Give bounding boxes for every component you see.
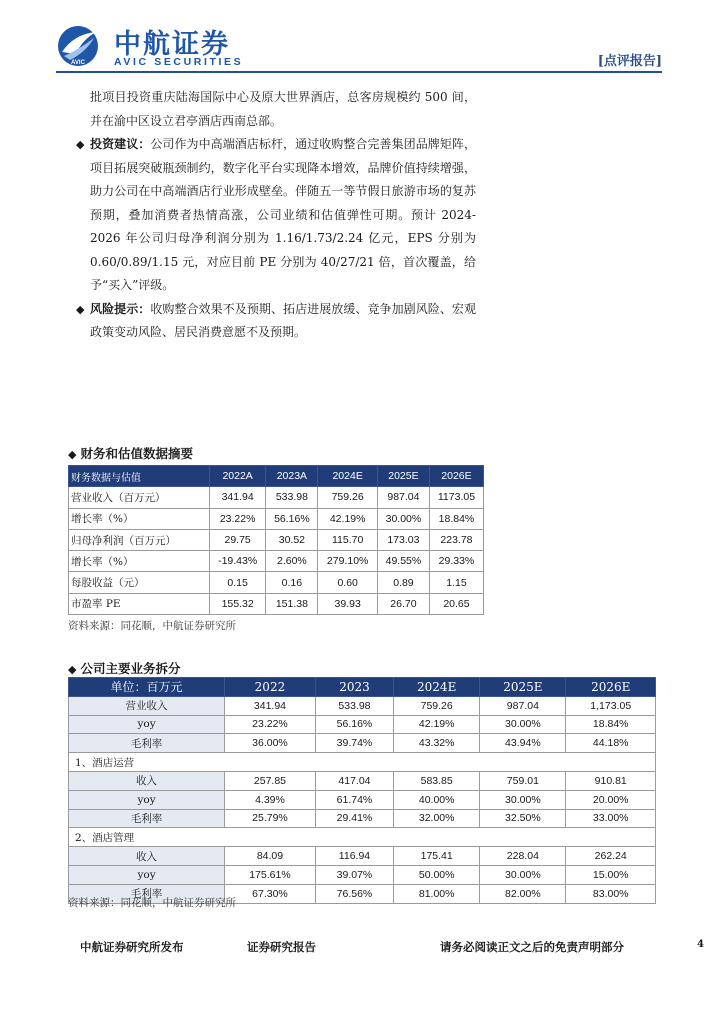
table1-title-text: 财务和估值数据摘要 [80,446,193,461]
table-cell: 81.00% [394,884,480,903]
table-cell: 32.00% [394,809,480,828]
column-header: 2023A [266,466,318,487]
row-label: 增长率（%） [69,508,210,529]
table-cell: 32.50% [480,809,566,828]
table-cell: 33.00% [566,809,656,828]
table-cell: 759.26 [394,696,480,715]
table-cell: 49.55% [377,551,429,572]
column-header: 单位：百万元 [69,678,225,697]
row-label: 归母净利润（百万元） [69,529,210,550]
page-header [56,22,662,72]
table-row [69,529,484,550]
table-row [69,809,656,828]
table-cell: 279.10% [318,551,378,572]
table-cell: 56.16% [266,508,318,529]
footer-report-type: 证券研究报告 [247,940,316,954]
table-row [69,551,484,572]
table-row [69,715,656,734]
table-cell: 583.85 [394,771,480,790]
table-cell: 15.00% [566,865,656,884]
report-type-tag: [点评报告] [597,54,662,69]
table-cell: 30.00% [480,865,566,884]
table2-source: 资料来源：同花顺，中航证券研究所 [68,897,236,909]
bullet-diamond-icon: ◆ [76,138,85,151]
avic-logo-icon [56,24,100,68]
row-label: 毛利率 [69,734,225,753]
column-header: 2022 [225,678,316,697]
paragraph-project: 批项目投资重庆陆海国际中心及原大世界酒店，总客房规模约 500 间，并在渝中区设立君亭酒店西南总部。 [90,90,476,128]
paragraph-investment-advice [76,133,476,298]
table-cell: 84.09 [225,847,316,866]
table-cell: 56.16% [315,715,393,734]
table-cell: 39.93 [318,593,378,614]
row-label: 市盈率 PE [69,593,210,614]
table-row [69,847,656,866]
column-header: 财务数据与估值 [69,466,210,487]
footer-disclaimer: 请务必阅读正文之后的免责声明部分 [440,940,624,954]
table-cell: 228.04 [480,847,566,866]
table-cell: 759.01 [480,771,566,790]
row-label: yoy [69,865,225,884]
row-label: 毛利率 [69,809,225,828]
column-header: 2023 [315,678,393,697]
table-cell: 29.75 [209,529,265,550]
table-cell: 82.00% [480,884,566,903]
table-cell: 173.03 [377,529,429,550]
column-header: 2022A [209,466,265,487]
row-label: yoy [69,715,225,734]
table-cell: 417.04 [315,771,393,790]
footer-publisher: 中航证券研究所发布 [80,940,184,954]
table-cell: 151.38 [266,593,318,614]
table-cell: 39.74% [315,734,393,753]
table-cell: 1.15 [429,572,483,593]
table-cell: 83.00% [566,884,656,903]
bullet-diamond-icon: ◆ [68,448,77,461]
column-header: 2024E [318,466,378,487]
table-cell: 116.94 [315,847,393,866]
table-cell: -19.43% [209,551,265,572]
table1-source: 资料来源：同花顺，中航证券研究所 [68,620,236,632]
table-cell: 20.65 [429,593,483,614]
page-number: 4 [697,939,704,950]
table-row [69,771,656,790]
column-header: 2024E [394,678,480,697]
table-cell: 0.89 [377,572,429,593]
table-cell: 39.07% [315,865,393,884]
table-cell: 42.19% [318,508,378,529]
table2-title-text: 公司主要业务拆分 [80,661,181,676]
table-cell: 262.24 [566,847,656,866]
table-cell: 910.81 [566,771,656,790]
row-label: 收入 [69,847,225,866]
table-cell: 30.52 [266,529,318,550]
table-cell: 759.26 [318,487,378,508]
logo-chinese-name: 中航证券 [114,29,230,60]
table-row [69,790,656,809]
table1-title [68,444,193,462]
table-cell: 175.41 [394,847,480,866]
table-cell: 18.84% [566,715,656,734]
table-cell: 115.70 [318,529,378,550]
bullet-diamond-icon: ◆ [76,302,85,316]
column-header: 2025E [480,678,566,697]
row-label: yoy [69,790,225,809]
column-header: 2025E [377,466,429,487]
row-label: 营业收入（百万元） [69,487,210,508]
column-header: 2026E [566,678,656,697]
paragraph-risk [76,298,476,345]
table-cell: 257.85 [225,771,316,790]
table-cell: 987.04 [377,487,429,508]
header-divider [56,71,662,73]
column-header: 2026E [429,466,483,487]
table-cell: 76.56% [315,884,393,903]
risk-lead: 风险提示： [90,301,151,316]
table-cell: 25.79% [225,809,316,828]
table-cell: 4.39% [225,790,316,809]
table-cell: 987.04 [480,696,566,715]
row-label: 增长率（%） [69,551,210,572]
table-cell: 40.00% [394,790,480,809]
table-row [69,696,656,715]
group-label: 2、酒店管理 [69,828,656,847]
table-cell: 44.18% [566,734,656,753]
group-label: 1、酒店运营 [69,753,656,772]
table-cell: 533.98 [315,696,393,715]
row-label: 营业收入 [69,696,225,715]
table-cell: 20.00% [566,790,656,809]
row-label: 毛利率 [69,884,225,903]
table-cell: 43.32% [394,734,480,753]
table-cell: 155.32 [209,593,265,614]
table-row [69,734,656,753]
table-cell: 50.00% [394,865,480,884]
financial-summary-table [68,465,484,615]
table-cell: 26.70 [377,593,429,614]
row-label: 收入 [69,771,225,790]
table-row [69,593,484,614]
row-label: 每股收益（元） [69,572,210,593]
table-cell: 1,173.05 [566,696,656,715]
logo-english-name: AVIC SECURITIES [114,56,244,68]
table-cell: 42.19% [394,715,480,734]
table-cell: 67.30% [225,884,316,903]
table-cell: 29.41% [315,809,393,828]
table-cell: 175.61% [225,865,316,884]
company-logo [56,22,256,70]
group-row [69,828,656,847]
risk-text: 收购整合效果不及预期、拓店进展放缓、竞争加剧风险、宏观政策变动风险、居民消费意愿不及预期。 [90,301,476,339]
investment-advice-lead: 投资建议： [90,137,151,151]
table-cell: 2.60% [266,551,318,572]
table-cell: 0.60 [318,572,378,593]
table-cell: 23.22% [225,715,316,734]
table-cell: 30.00% [480,790,566,809]
table-cell: 61.74% [315,790,393,809]
table-row [69,487,484,508]
table-cell: 36.00% [225,734,316,753]
table-cell: 1173.05 [429,487,483,508]
investment-advice-text: 公司作为中高端酒店标杆，通过收购整合完善集团品牌矩阵，项目拓展突破瓶颈制约，数字化平台实现降本增效，品牌价值持续增强，助力公司在中高端酒店行业形成壁垒。伴随五一等节假日旅游市场的复苏预期，叠加消费者热情高涨，公司业绩和估值弹性可期。预计 2024-2026 年公司归母净利润分别为 1.16/1.73/2.24 亿元，EPS 分别为 0.60/0.89/1.15 元，对应目前 PE 分别为 40/27/21 倍，首次覆盖，给予“买入”评级。 [90,137,476,292]
body-text [76,86,476,345]
table2-title [68,659,180,677]
table-cell: 341.94 [209,487,265,508]
table-cell: 223.78 [429,529,483,550]
table-cell: 0.15 [209,572,265,593]
business-breakdown-table [68,677,656,904]
table-cell: 43.94% [480,734,566,753]
table-cell: 18.84% [429,508,483,529]
table-cell: 533.98 [266,487,318,508]
table-cell: 0.16 [266,572,318,593]
table-cell: 30.00% [377,508,429,529]
table-cell: 29.33% [429,551,483,572]
table-cell: 30.00% [480,715,566,734]
bullet-diamond-icon: ◆ [68,663,77,676]
table-cell: 341.94 [225,696,316,715]
logo-mark-text: AVIC [71,60,85,66]
table-row [69,508,484,529]
table-row [69,572,484,593]
table-row [69,865,656,884]
group-row [69,753,656,772]
table-cell: 23.22% [209,508,265,529]
